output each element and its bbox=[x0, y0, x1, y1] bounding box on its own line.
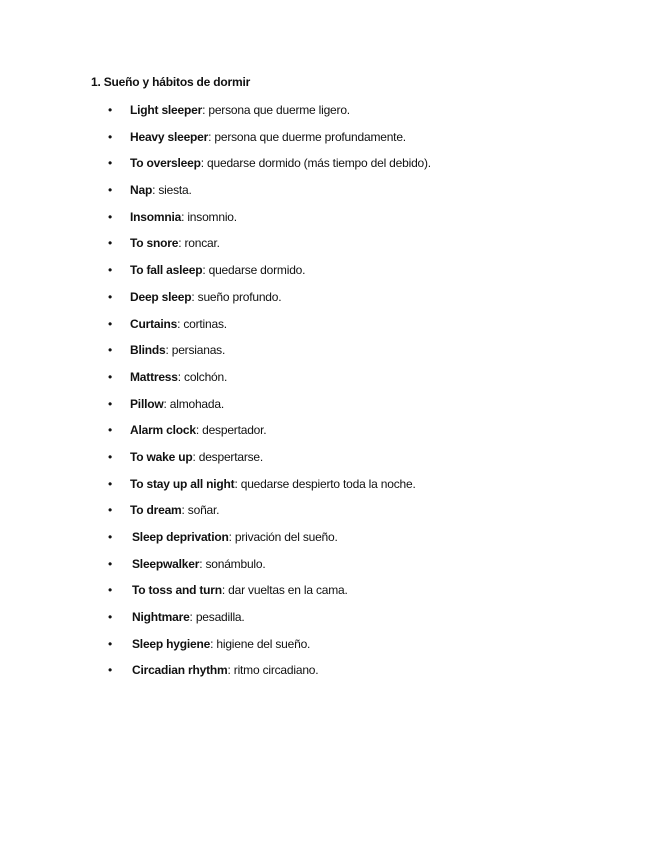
bullet-icon: • bbox=[108, 156, 113, 171]
list-item bbox=[0, 261, 655, 288]
bullet-icon: • bbox=[108, 316, 113, 331]
list-item bbox=[0, 368, 655, 395]
term: Circadian rhythm bbox=[132, 663, 228, 678]
bullet-icon: • bbox=[108, 103, 113, 117]
bullet-icon: • bbox=[108, 476, 113, 491]
list-item bbox=[0, 101, 655, 128]
term: Blinds bbox=[130, 343, 166, 358]
definition: : siesta. bbox=[152, 183, 192, 198]
bullet-icon: • bbox=[108, 636, 113, 651]
definition: : persona que duerme profundamente. bbox=[208, 129, 406, 144]
term: To toss and turn bbox=[132, 583, 222, 598]
list-item bbox=[0, 395, 655, 422]
term: Heavy sleeper bbox=[130, 129, 209, 144]
term: Sleepwalker bbox=[132, 556, 200, 571]
definition: : insomnio. bbox=[181, 209, 237, 224]
definition: : sonámbulo. bbox=[199, 556, 266, 571]
bullet-icon: • bbox=[108, 343, 113, 358]
term: Nap bbox=[130, 183, 153, 198]
term: Curtains bbox=[130, 316, 178, 331]
definition: : quedarse dormido (más tiempo del debido). bbox=[200, 156, 431, 171]
list-item bbox=[0, 661, 655, 688]
vocabulary-list bbox=[0, 101, 655, 688]
definition: : higiene del sueño. bbox=[210, 636, 311, 651]
list-item bbox=[0, 608, 655, 635]
bullet-icon: • bbox=[108, 610, 113, 625]
definition: : despertador. bbox=[195, 423, 267, 438]
definition: : pesadilla. bbox=[189, 610, 245, 625]
bullet-icon: • bbox=[108, 369, 113, 384]
term: Deep sleep bbox=[130, 289, 192, 304]
list-item bbox=[0, 475, 655, 502]
list-item bbox=[0, 555, 655, 582]
list-item bbox=[0, 501, 655, 528]
list-item bbox=[0, 181, 655, 208]
list-item bbox=[0, 208, 655, 235]
term: To fall asleep bbox=[130, 263, 203, 278]
list-item bbox=[0, 288, 655, 315]
bullet-icon: • bbox=[108, 263, 113, 278]
definition: : cortinas. bbox=[177, 316, 227, 331]
bullet-icon: • bbox=[108, 530, 113, 544]
definition: : quedarse despierto toda la noche. bbox=[234, 476, 416, 491]
list-item bbox=[0, 448, 655, 475]
definition: : roncar. bbox=[178, 236, 220, 251]
bullet-icon: • bbox=[108, 396, 113, 411]
list-item bbox=[0, 528, 655, 555]
term: Mattress bbox=[130, 369, 178, 384]
bullet-icon: • bbox=[108, 503, 113, 518]
section-heading: 1. Sueño y hábitos de dormir bbox=[91, 75, 251, 89]
list-item bbox=[0, 234, 655, 261]
definition: : privación del sueño. bbox=[228, 530, 338, 544]
term: Insomnia bbox=[130, 209, 182, 224]
definition: : almohada. bbox=[163, 396, 224, 411]
bullet-icon: • bbox=[108, 183, 113, 198]
term: To oversleep bbox=[130, 156, 201, 171]
bullet-icon: • bbox=[108, 209, 113, 224]
list-item bbox=[0, 154, 655, 181]
term: To snore bbox=[130, 236, 179, 251]
definition: : quedarse dormido. bbox=[202, 263, 306, 278]
bullet-icon: • bbox=[108, 423, 113, 438]
bullet-icon: • bbox=[108, 449, 113, 464]
definition: : persona que duerme ligero. bbox=[202, 103, 350, 117]
definition: : colchón. bbox=[177, 369, 228, 384]
term: Pillow bbox=[130, 396, 164, 411]
term: Alarm clock bbox=[130, 423, 196, 438]
list-item bbox=[0, 421, 655, 448]
bullet-icon: • bbox=[108, 236, 113, 251]
definition: : persianas. bbox=[165, 343, 226, 358]
bullet-icon: • bbox=[108, 289, 113, 304]
term: To wake up bbox=[130, 449, 193, 464]
term: Nightmare bbox=[132, 610, 190, 625]
list-item bbox=[0, 128, 655, 155]
list-item bbox=[0, 635, 655, 662]
list-item bbox=[0, 315, 655, 342]
definition: : ritmo circadiano. bbox=[227, 663, 319, 678]
bullet-icon: • bbox=[108, 663, 113, 678]
list-item bbox=[0, 581, 655, 608]
list-item bbox=[0, 341, 655, 368]
definition: : despertarse. bbox=[192, 449, 264, 464]
term: Light sleeper bbox=[130, 103, 203, 117]
term: Sleep deprivation bbox=[132, 530, 229, 544]
bullet-icon: • bbox=[108, 583, 113, 598]
term: To stay up all night bbox=[130, 476, 235, 491]
definition: : dar vueltas en la cama. bbox=[221, 583, 348, 598]
bullet-icon: • bbox=[108, 556, 113, 571]
term: To dream bbox=[130, 503, 182, 518]
bullet-icon: • bbox=[108, 129, 113, 144]
definition: : sueño profundo. bbox=[191, 289, 282, 304]
definition: : soñar. bbox=[181, 503, 220, 518]
term: Sleep hygiene bbox=[132, 636, 211, 651]
